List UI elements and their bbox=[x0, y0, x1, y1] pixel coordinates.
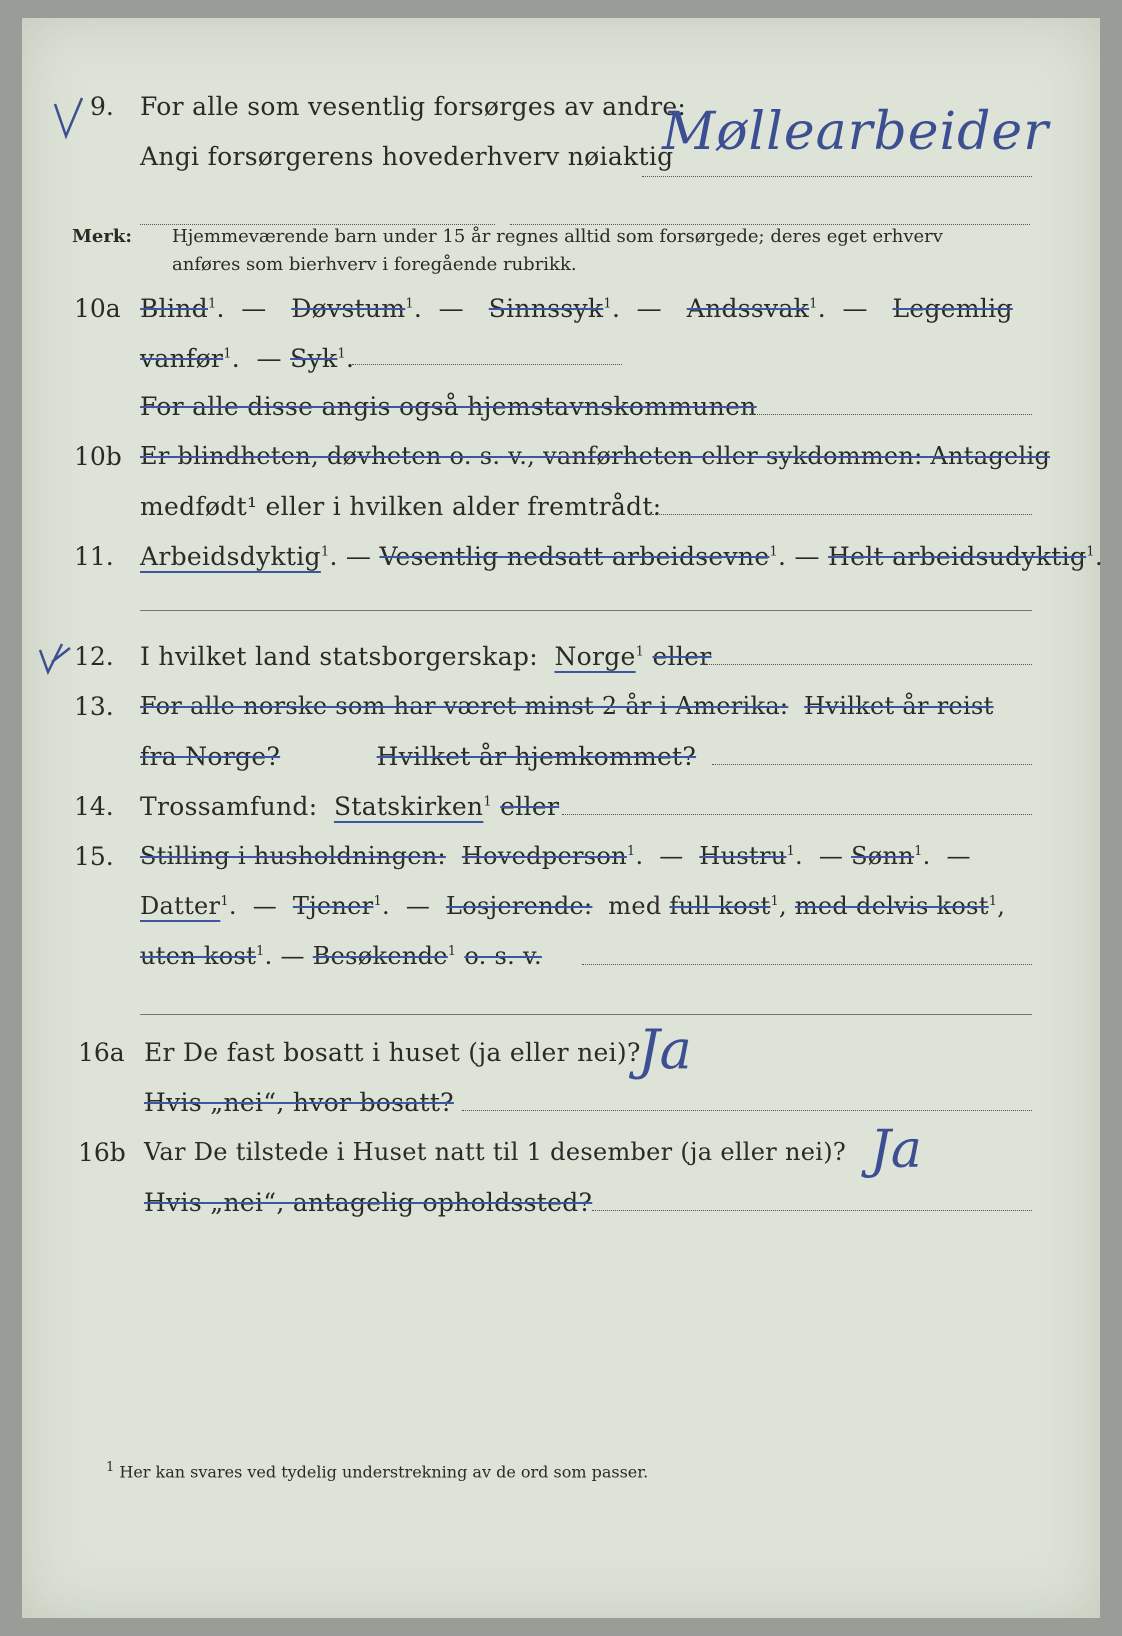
checkmark-12 bbox=[36, 642, 76, 676]
q12-number: 12. bbox=[74, 642, 114, 671]
q9-handwritten-answer: Møllearbeider bbox=[662, 102, 1050, 162]
q15-extra-line bbox=[140, 1014, 1032, 1015]
opt-arbeidsdyktig: Arbeidsdyktig bbox=[140, 542, 321, 571]
q13-line2 bbox=[140, 742, 696, 771]
census-form-page bbox=[22, 18, 1104, 1618]
q10b-number: 10b bbox=[74, 442, 122, 471]
opt-tjener: Tjener bbox=[292, 892, 374, 920]
q12-eller: eller bbox=[652, 642, 712, 671]
opt-losjerende: Losjerende: bbox=[445, 892, 593, 920]
q13-line1 bbox=[140, 692, 994, 720]
q16a-line1: Er De fast bosatt i huset (ja eller nei)? bbox=[144, 1038, 641, 1067]
opt-nedsatt: Vesentlig nedsatt arbeidsevne bbox=[379, 542, 770, 571]
opt-udyktig: Helt arbeidsudyktig bbox=[828, 542, 1087, 571]
q10a-line2: vanfør$^1$. — Syk$^1$. bbox=[140, 344, 355, 373]
q15-dots bbox=[582, 964, 1032, 965]
q9-line1: For alle som vesentlig forsørges av andre: bbox=[140, 92, 687, 121]
q9-extra-line-a bbox=[140, 224, 495, 225]
q13-line1a: For alle norske som har været minst 2 år i Amerika: bbox=[140, 692, 789, 720]
q12-line: I hvilket land statsborgerskap: Norge$^1$ eller bbox=[140, 642, 712, 671]
merk-line2: anføres som bierhverv i foregående rubrikk. bbox=[172, 254, 577, 275]
q11-line: Arbeidsdyktig$^1$. — Vesentlig nedsatt arbeidsevne$^1$. — Helt arbeidsudyktig$^1$. bbox=[140, 542, 1104, 571]
q13-line2a: fra Norge? bbox=[140, 742, 281, 771]
q15-number: 15. bbox=[74, 842, 114, 871]
q13-number: 13. bbox=[74, 692, 114, 721]
opt-delvis-kost: med delvis kost bbox=[794, 892, 989, 920]
q15-osv: o. s. v. bbox=[464, 942, 542, 970]
q16b-number: 16b bbox=[78, 1138, 126, 1167]
q10a-line3: For alle disse angis også hjemstavnskommunen bbox=[140, 392, 757, 421]
merk-label: Merk: bbox=[72, 226, 132, 247]
opt-full-kost: full kost bbox=[669, 892, 771, 920]
opt-datter: Datter bbox=[140, 892, 221, 920]
footnote bbox=[106, 1460, 648, 1481]
q15-label: Stilling i husholdningen: bbox=[140, 842, 446, 870]
opt-legemlig: Legemlig bbox=[892, 294, 1013, 323]
q10b-line2: medfødt¹ eller i hvilken alder fremtrådt: bbox=[140, 492, 662, 521]
q16a-line2: Hvis „nei“, hvor bosatt? bbox=[144, 1088, 454, 1117]
q12-dots bbox=[702, 664, 1032, 665]
q16a-dots bbox=[462, 1110, 1032, 1111]
opt-hustru: Hustru bbox=[699, 842, 787, 870]
opt-sinnssyk: Sinnssyk bbox=[488, 294, 604, 323]
q16b-handwritten-answer: Ja bbox=[870, 1120, 922, 1180]
opt-andssvak: Andssvak bbox=[686, 294, 810, 323]
q14-question: Trossamfund: bbox=[140, 792, 318, 821]
q10a-line3-dots bbox=[742, 414, 1032, 415]
q15-line1: Stilling i husholdningen: Hovedperson$^1$. — Hustru$^1$. — Sønn$^1$. — bbox=[140, 842, 971, 870]
q13-dots bbox=[712, 764, 1032, 765]
q16b-dots bbox=[592, 1210, 1032, 1211]
opt-syk: Syk bbox=[290, 344, 338, 373]
q9-number: 9. bbox=[90, 92, 114, 121]
q9-line2: Angi forsørgerens hovederhverv nøiaktig bbox=[140, 142, 674, 171]
opt-sonn: Sønn bbox=[851, 842, 915, 870]
q10a-line1: Blind$^1$. — Døvstum$^1$. — Sinnssyk$^1$. — Andssvak$^1$. — Legemlig bbox=[140, 294, 1013, 323]
footnote-mark: 1 bbox=[106, 1460, 115, 1475]
opt-besokende: Besøkende bbox=[312, 942, 448, 970]
q15-line2: Datter$^1$. — Tjener$^1$. — Losjerende: med full kost$^1$, med delvis kost$^1$, bbox=[140, 892, 1006, 920]
q11-number: 11. bbox=[74, 542, 114, 571]
q9-extra-line-b bbox=[510, 224, 1030, 225]
footnote-text: Her kan svares ved tydelig understrekning av de ord som passer. bbox=[119, 1462, 649, 1482]
q14-answer: Statskirken bbox=[333, 792, 484, 821]
opt-blind: Blind bbox=[140, 294, 208, 323]
opt-uten-kost: uten kost bbox=[140, 942, 257, 970]
q10b-line1: Er blindheten, døvheten o. s. v., vanførheten eller sykdommen: Antagelig bbox=[140, 442, 1051, 470]
q16b-line2: Hvis „nei“, antagelig opholdssted? bbox=[144, 1188, 593, 1217]
q16a-number: 16a bbox=[78, 1038, 125, 1067]
q10a-line2-dots bbox=[352, 364, 622, 365]
opt-hovedperson: Hovedperson bbox=[461, 842, 627, 870]
q10a-number: 10a bbox=[74, 294, 121, 323]
q13-line1b: Hvilket år reist bbox=[804, 692, 994, 720]
q9-answer-line bbox=[642, 176, 1032, 177]
checkmark-9 bbox=[50, 94, 90, 144]
q15-med: med bbox=[608, 892, 662, 920]
q14-number: 14. bbox=[74, 792, 114, 821]
opt-vanfor: vanfør bbox=[140, 344, 224, 373]
q11-extra-line bbox=[140, 610, 1032, 611]
q15-line3: uten kost$^1$. — Besøkende$^1$ o. s. v. bbox=[140, 942, 542, 970]
q14-line: Trossamfund: Statskirken$^1$ eller bbox=[140, 792, 560, 821]
q12-answer: Norge bbox=[554, 642, 636, 671]
opt-dovstum: Døvstum bbox=[291, 294, 406, 323]
merk-line1: Hjemmeværende barn under 15 år regnes alltid som forsørgede; deres eget erhverv bbox=[172, 226, 943, 247]
q12-question: I hvilket land statsborgerskap: bbox=[140, 642, 538, 671]
q14-dots bbox=[562, 814, 1032, 815]
q16b-line1: Var De tilstede i Huset natt til 1 desember (ja eller nei)? bbox=[144, 1138, 847, 1166]
q13-line2b: Hvilket år hjemkommet? bbox=[376, 742, 697, 771]
q14-eller: eller bbox=[500, 792, 560, 821]
q16a-handwritten-answer: Ja bbox=[638, 1018, 692, 1081]
q10b-line2-dots bbox=[652, 514, 1032, 515]
